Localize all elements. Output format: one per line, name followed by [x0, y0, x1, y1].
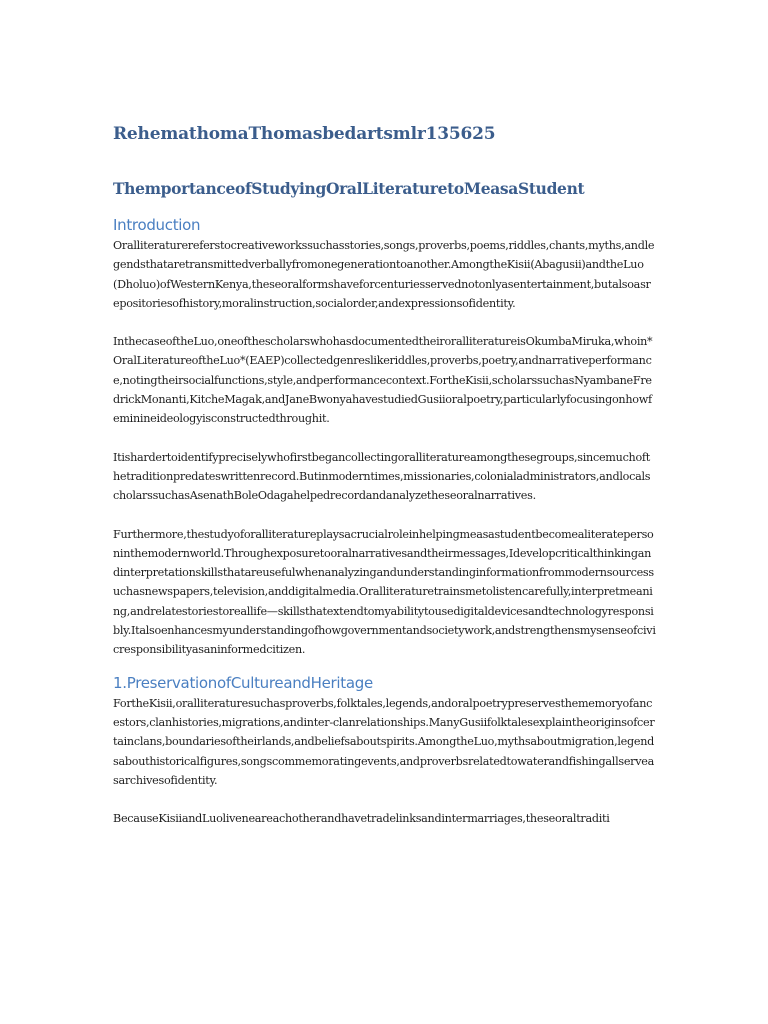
paragraph: Furthermore,thestudyoforalliteratureplaysacrucialroleinhelpingmeasastudentbecomealiteratepersoninthemodernworld.Throughexposuretooralnarrativesandtheirmessages,Idevelopcriticalthinkingandinterpretationskillsthatareusefulwhenanalyzingandunderstandinginformationfrommodernsourcessuchasnewspapers,television,anddigitalmedia.Oralliteraturetrainsmetolistencarefully,interpretmeaning,andrelatestoriestoreallife—skillsthatextendtomyabilitytousedigitaldevicesandtechnologyresponsibly.Italsoenhancesmyunderstandingofhowgovernmentandsocietywork,andstrengthensmysenseofcivicresponsibilityasaninformedcitizen.: [113, 527, 656, 657]
paragraph: FortheKisii,oralliteraturesuchasproverbs,folktales,legends,andoralpoetrypreservesthememoryofancestors,clanhistories,migrations,andinter-clanrelationships.ManyGusiifolktalesexplaintheoriginsofcertainclans,boundariesoftheirlands,andbeliefsaboutspirits.AmongtheLuo,mythsaboutmigration,legendsabouthistoricalfigures,songscommemoratingevents,andproverbsrelatedtowaterandfishingallserveasarchivesofidentity.: [113, 696, 655, 787]
paragraph-spacer: [113, 429, 656, 448]
paragraph: Oralliteraturereferstocreativeworkssuchasstories,songs,proverbs,poems,riddles,chants,myths,andlegendsthataretransmittedverballyfromonegenerationtoanother.AmongtheKisii(Abagusii)andtheLuo(Dholuo)ofWesternKenya,theseoralformshaveforcenturiesservednotonlyasentertainment,butalsoasrepositoriesofhistory,moralinstruction,socialorder,andexpressionsofidentity.: [113, 239, 655, 310]
paragraph-spacer: [113, 790, 656, 809]
document-body: [113, 122, 656, 828]
paragraph: BecauseKisiiandLuoliveneareachotherandhavetradelinksandintermarriages,theseoraltraditi: [113, 812, 610, 826]
section-heading: 1.PreservationofCultureandHeritage: [113, 673, 373, 692]
paragraph-spacer: [113, 506, 656, 525]
paragraph: Itishardertoidentifypreciselywhofirstbegancollectingoralliteratureamongthesegroups,sincemuchofthetraditionpredateswrittenrecord.Butinmoderntimes,missionaries,colonialadministrators,andlocalscholarssuchasAsenathBoleOdagahelpedrecordandanalyzetheseoralnarratives.: [113, 450, 651, 503]
document-title: RehemathomaThomasbedartsmlr135625: [113, 124, 496, 144]
document-subtitle: ThemportanceofStudyingOralLiteraturetoMeasaStudent: [113, 179, 585, 198]
paragraph: InthecaseoftheLuo,oneofthescholarswhohasdocumentedtheiroralliteratureisOkumbaMiruka,whoin*OralLiteratureoftheLuo*(EAEP)collectedgenreslikeriddles,proverbs,poetry,andnarrativeperformance,notingtheirsocialfunctions,style,andperformancecontext.FortheKisii,scholarssuchasNyambaneFredrickMonanti,KitcheMagak,andJaneBwonyahavestudiedGusiioralpoetry,particularlyfocusingonhowfeminineideologyisconstructedthroughit.: [113, 335, 653, 426]
paragraph-spacer: [113, 313, 656, 332]
introduction-heading: Introduction: [113, 216, 201, 234]
